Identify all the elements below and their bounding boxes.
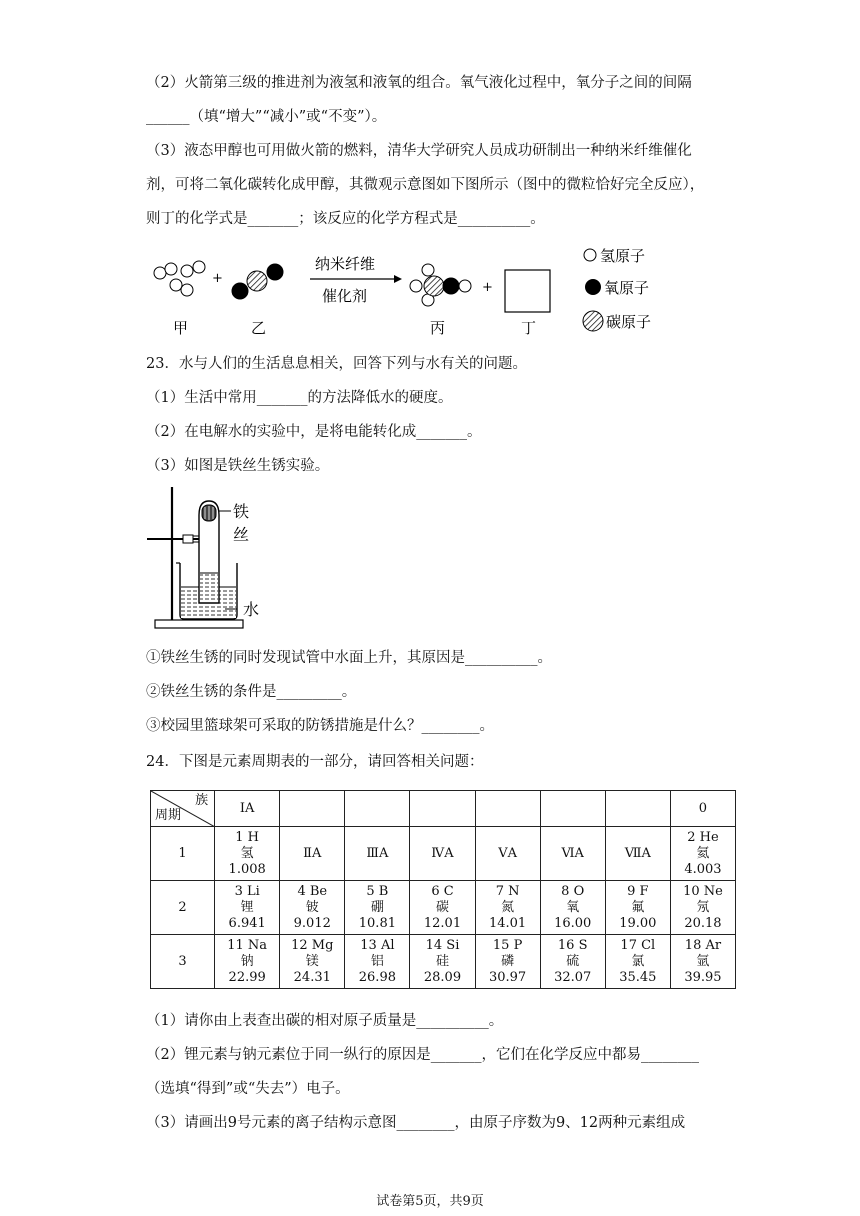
period-row-1 bbox=[151, 827, 736, 881]
q23-part2: （2）在电解水的实验中，是将电能转化成_______。 bbox=[146, 424, 482, 440]
element-cell-cl: 17 Cl 氯 35.45 bbox=[605, 935, 670, 989]
element-cell-mg: 12 Mg 镁 24.31 bbox=[280, 935, 345, 989]
group-header bbox=[475, 791, 540, 827]
catalyst-label-top: 纳米纤维 bbox=[315, 255, 376, 273]
q24-title: 24．下图是元素周期表的一部分，请回答相关问题： bbox=[146, 754, 484, 770]
q23-sub2: ②铁丝生锈的条件是_________。 bbox=[146, 684, 357, 700]
q23-sub1: ①铁丝生锈的同时发现试管中水面上升，其原因是__________。 bbox=[146, 650, 552, 666]
reaction-diagram bbox=[140, 245, 680, 340]
legend-oxygen-icon bbox=[585, 279, 601, 295]
element-cell-f: 9 F 氟 19.00 bbox=[605, 881, 670, 935]
element-cell-he: 2 He 氦 4.003 bbox=[670, 827, 735, 881]
period-label: 1 bbox=[151, 827, 215, 881]
element-cell-p: 15 P 磷 30.97 bbox=[475, 935, 540, 989]
legend-hydrogen: 氢原子 bbox=[600, 247, 646, 265]
corner-group-label: 族 bbox=[195, 793, 209, 808]
legend-hydrogen-icon bbox=[584, 249, 596, 261]
q22-part3-line1: （3）液态甲醇也可用做火箭的燃料，清华大学研究人员成功研制出一种纳米纤维催化 bbox=[146, 143, 692, 159]
period-label: 2 bbox=[151, 881, 215, 935]
legend-carbon-icon bbox=[583, 311, 603, 331]
period-row-3 bbox=[151, 935, 736, 989]
element-cell-c: 6 C 碳 12.01 bbox=[410, 881, 475, 935]
legend-carbon: 碳原子 bbox=[606, 313, 652, 331]
catalyst-label-bottom: 催化剂 bbox=[322, 287, 368, 305]
plus-sign-2: + bbox=[482, 280, 493, 295]
iron-rust-apparatus bbox=[145, 485, 285, 635]
element-cell-si: 14 Si 硅 28.09 bbox=[410, 935, 475, 989]
q24-part3: （3）请画出9号元素的离子结构示意图________，由原子序数为9、12两种元素组成 bbox=[146, 1115, 686, 1131]
group-header: ⅠA bbox=[215, 791, 280, 827]
q24-part2-line2: （选填“得到”或“失去”）电子。 bbox=[146, 1081, 350, 1097]
label-yi: 乙 bbox=[251, 319, 267, 337]
product-box bbox=[505, 270, 550, 312]
q23-sub3: ③校园里篮球架可采取的防锈措施是什么？________。 bbox=[146, 718, 494, 734]
element-cell-be: 4 Be 铍 9.012 bbox=[280, 881, 345, 935]
q22-part3-line2: 剂，可将二氧化碳转化成甲醇，其微观示意图如下图所示（图中的微粒恰好完全反应）， bbox=[146, 177, 705, 193]
element-cell-n: 7 N 氮 14.01 bbox=[475, 881, 540, 935]
group-label-viia: ⅦA bbox=[605, 827, 670, 881]
label-water: 水 bbox=[243, 600, 260, 619]
group-label-iia: ⅡA bbox=[280, 827, 345, 881]
legend-oxygen: 氧原子 bbox=[604, 279, 650, 297]
label-bing: 丙 bbox=[430, 319, 446, 337]
q24-part1: （1）请你由上表查出碳的相对原子质量是__________。 bbox=[146, 1013, 504, 1029]
periodic-table-header-row bbox=[151, 791, 736, 827]
group-header: 0 bbox=[670, 791, 735, 827]
element-cell-li: 3 Li 锂 6.941 bbox=[215, 881, 280, 935]
q24-part2-line1: （2）锂元素与钠元素位于同一纵行的原因是_______，它们在化学反应中都易________ bbox=[146, 1047, 699, 1063]
group-header bbox=[345, 791, 410, 827]
methanol-molecule bbox=[410, 264, 471, 306]
group-header bbox=[280, 791, 345, 827]
periodic-table bbox=[150, 790, 736, 989]
plus-sign-1: + bbox=[212, 271, 223, 286]
carbon-dioxide-molecule bbox=[232, 264, 283, 299]
group-header bbox=[605, 791, 670, 827]
page-footer: 试卷第5页，共9页 bbox=[376, 1194, 484, 1209]
label-jia: 甲 bbox=[173, 319, 189, 337]
element-cell-ne: 10 Ne 氖 20.18 bbox=[670, 881, 735, 935]
q22-part3-line3: 则丁的化学式是_______；该反应的化学方程式是__________。 bbox=[146, 211, 545, 227]
period-row-2 bbox=[151, 881, 736, 935]
label-iron-wire-1: 铁 bbox=[233, 502, 250, 521]
q23-part1: （1）生活中常用_______的方法降低水的硬度。 bbox=[146, 390, 453, 406]
element-cell-s: 16 S 硫 32.07 bbox=[540, 935, 605, 989]
period-label: 3 bbox=[151, 935, 215, 989]
hydrogen-molecules bbox=[154, 261, 205, 296]
corner-period-label: 周期 bbox=[155, 808, 182, 823]
q22-part2-line2: ______（填“增大”“减小”或“不变”）。 bbox=[146, 109, 387, 125]
label-iron-wire-2: 丝 bbox=[233, 525, 250, 544]
group-label-iiia: ⅢA bbox=[345, 827, 410, 881]
q22-part2-line1: （2）火箭第三级的推进剂为液氢和液氧的组合。氧气液化过程中，氧分子之间的间隔 bbox=[146, 75, 692, 91]
element-cell-b: 5 B 硼 10.81 bbox=[345, 881, 410, 935]
q23-part3: （3）如图是铁丝生锈实验。 bbox=[146, 458, 330, 474]
element-cell-al: 13 Al 铝 26.98 bbox=[345, 935, 410, 989]
element-cell-ar: 18 Ar 氩 39.95 bbox=[670, 935, 735, 989]
group-header bbox=[540, 791, 605, 827]
table-corner bbox=[151, 791, 215, 827]
q23-title: 23．水与人们的生活息息相关，回答下列与水有关的问题。 bbox=[146, 356, 527, 372]
element-cell-h: 1 H 氢 1.008 bbox=[215, 827, 280, 881]
group-label-iva: ⅣA bbox=[410, 827, 475, 881]
element-cell-o: 8 O 氧 16.00 bbox=[540, 881, 605, 935]
group-header bbox=[410, 791, 475, 827]
element-cell-na: 11 Na 钠 22.99 bbox=[215, 935, 280, 989]
group-label-via: ⅥA bbox=[540, 827, 605, 881]
label-ding: 丁 bbox=[521, 319, 537, 337]
group-label-va: ⅤA bbox=[475, 827, 540, 881]
